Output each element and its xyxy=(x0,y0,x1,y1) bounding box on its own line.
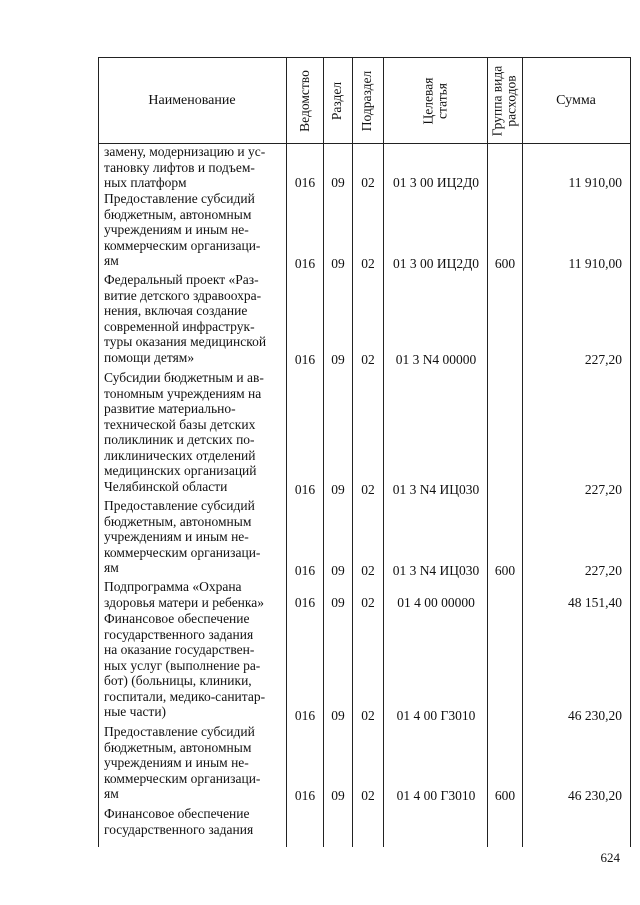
row-name: Финансовое обеспечение государственного задания xyxy=(104,806,254,837)
row-summa: 11 910,00 xyxy=(568,175,622,190)
row-razdel: 09 xyxy=(331,175,345,190)
row-name: Федеральный проект «Раз- витие детского здравоохра- нения, включая создание современной инфраструк- туры оказания медицинской помощи детям» xyxy=(104,272,267,365)
header-podrazdel-label: Подраздел xyxy=(359,70,375,131)
header-gruppa-line1: Группа вида xyxy=(489,65,505,136)
col-border xyxy=(286,57,287,847)
header-vedomstvo-label: Ведомство xyxy=(296,69,312,132)
row-vedomstvo: 016 xyxy=(294,595,316,610)
row-summa: 46 230,20 xyxy=(568,708,622,723)
row-gruppa: 600 xyxy=(494,256,516,271)
row-vedomstvo: 016 xyxy=(294,708,316,723)
row-celevaya: 01 4 00 00000 xyxy=(397,595,475,610)
header-summa: Сумма xyxy=(556,92,596,108)
header-celevaya-label xyxy=(421,77,449,124)
row-podrazdel: 02 xyxy=(361,788,375,803)
row-name: Субсидии бюджетным и ав- тономным учреждениям на развитие материально- технической базы детских поликлиник и детских по- ликлинических отделений медицинских организаций Челябинской области xyxy=(104,370,264,494)
header-razdel xyxy=(323,58,352,143)
row-summa: 227,20 xyxy=(584,563,622,578)
row-vedomstvo: 016 xyxy=(294,256,316,271)
row-razdel: 09 xyxy=(331,563,345,578)
row-gruppa: 600 xyxy=(494,563,516,578)
header-gruppa xyxy=(487,58,522,143)
row-podrazdel: 02 xyxy=(361,175,375,190)
row-podrazdel: 02 xyxy=(361,563,375,578)
row-name: Подпрограмма «Охрана здоровья матери и ребенка» xyxy=(104,579,265,610)
header-podrazdel xyxy=(352,58,383,143)
row-gruppa: 600 xyxy=(494,788,516,803)
row-name: Предоставление субсидий бюджетным, автономным учреждениям и иным не- коммерческим организаци- ям xyxy=(104,724,261,801)
header-gruppa-line2: расходов xyxy=(503,74,519,127)
row-celevaya: 01 3 00 ИЦ2Д0 xyxy=(392,256,480,271)
header-name: Наименование xyxy=(148,92,236,108)
row-vedomstvo: 016 xyxy=(294,788,316,803)
row-vedomstvo: 016 xyxy=(294,482,316,497)
row-summa: 227,20 xyxy=(584,482,622,497)
row-vedomstvo: 016 xyxy=(294,352,316,367)
row-summa: 48 151,40 xyxy=(568,595,622,610)
row-razdel: 09 xyxy=(331,256,345,271)
row-celevaya: 01 3 00 ИЦ2Д0 xyxy=(392,175,480,190)
header-celevaya-line2: статья xyxy=(434,82,449,119)
row-celevaya: 01 3 N4 ИЦ030 xyxy=(392,482,480,497)
row-name: Финансовое обеспечение государственного задания на оказание государствен- ных услуг (выполнение ра- бот) (больницы, клиники, госпитали, медико-санитар- ные части) xyxy=(104,611,266,719)
header-vedomstvo xyxy=(286,58,323,143)
row-summa: 11 910,00 xyxy=(568,256,622,271)
col-border xyxy=(98,57,99,847)
header-celevaya-line1: Целевая xyxy=(420,77,435,124)
row-celevaya: 01 3 N4 00000 xyxy=(395,352,477,367)
row-name: Предоставление субсидий бюджетным, автономным учреждениям и иным не- коммерческим организаци- ям xyxy=(104,498,261,575)
row-razdel: 09 xyxy=(331,595,345,610)
row-summa: 227,20 xyxy=(584,352,622,367)
row-celevaya: 01 3 N4 ИЦ030 xyxy=(392,563,480,578)
row-vedomstvo: 016 xyxy=(294,563,316,578)
row-podrazdel: 02 xyxy=(361,256,375,271)
row-celevaya: 01 4 00 Г3010 xyxy=(396,788,476,803)
row-podrazdel: 02 xyxy=(361,595,375,610)
row-razdel: 09 xyxy=(331,708,345,723)
row-podrazdel: 02 xyxy=(361,708,375,723)
row-name: Предоставление субсидий бюджетным, автономным учреждениям и иным не- коммерческим организаци- ям xyxy=(104,191,261,268)
col-border xyxy=(630,57,631,847)
row-razdel: 09 xyxy=(331,482,345,497)
row-podrazdel: 02 xyxy=(361,482,375,497)
row-name: замену, модернизацию и ус- тановку лифтов и подъем- ных платформ xyxy=(104,144,266,190)
row-vedomstvo: 016 xyxy=(294,175,316,190)
page-number: 624 xyxy=(600,850,620,865)
row-podrazdel: 02 xyxy=(361,352,375,367)
row-summa: 46 230,20 xyxy=(568,788,622,803)
row-razdel: 09 xyxy=(331,788,345,803)
col-border xyxy=(522,57,523,847)
header-razdel-label: Раздел xyxy=(329,81,345,120)
header-gruppa-label xyxy=(491,65,519,136)
row-razdel: 09 xyxy=(331,352,345,367)
header-celevaya xyxy=(383,58,487,143)
row-celevaya: 01 4 00 Г3010 xyxy=(396,708,476,723)
